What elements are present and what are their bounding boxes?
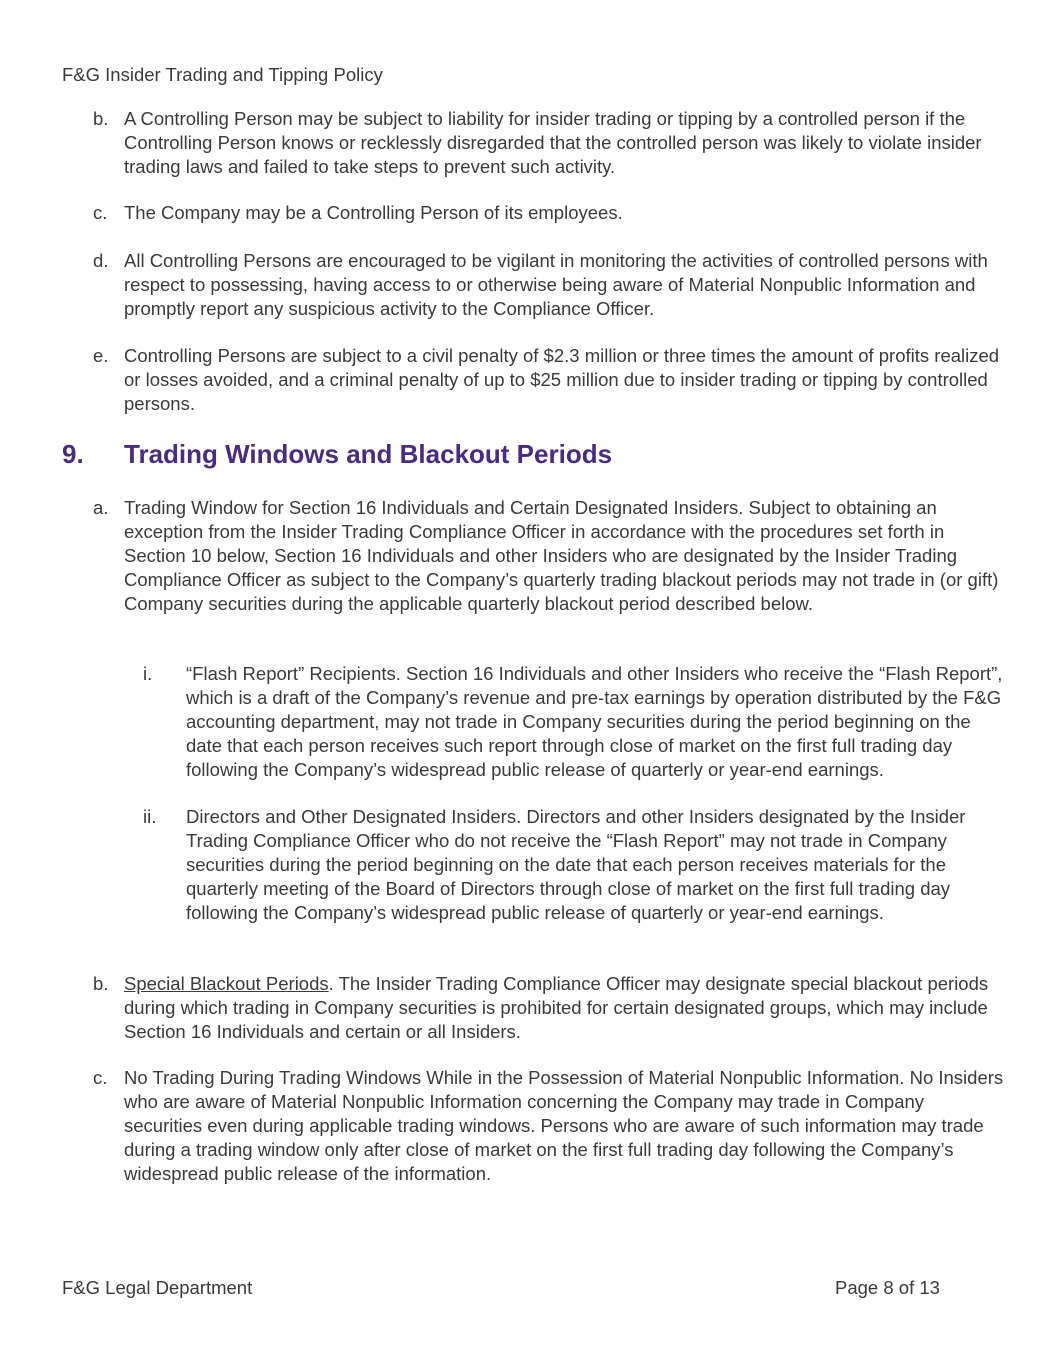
list-marker: c. [93, 202, 108, 223]
list-item-text: No Trading During Trading Windows While in the Possession of Material Nonpublic Information. No Insiders who are aware of Material Nonpublic Information concerning the Company may trade in Company securities even during applicable trading windows. Persons who are aware of such information may trade during a trading window only after close of market on the first full trading day following the Company’s widespread public release of the information. [124, 1067, 1004, 1184]
list-marker: b. [93, 108, 109, 129]
footer-department: F&G Legal Department [62, 1277, 253, 1298]
sub-list-marker: ii. [143, 806, 157, 827]
list-item-text [124, 972, 1004, 1044]
list-item-text: The Company may be a Controlling Person of its employees. [124, 202, 623, 223]
sub-list-item-text: Directors and Other Designated Insiders. Directors and other Insiders designated by the Insider Trading Compliance Officer who do not receive the “Flash Report” may not trade in Company securities during the period beginning on the date that each person receives materials for the quarterly meeting of the Board of Directors through close of market on the first full trading day following the Company’s widespread public release of quarterly or year-end earnings. [186, 806, 966, 923]
special-blackout-heading: Special Blackout Periods [124, 973, 329, 994]
footer-page-number: Page 8 of 13 [835, 1277, 940, 1298]
list-marker: d. [93, 250, 109, 271]
list-item-text: All Controlling Persons are encouraged to be vigilant in monitoring the activities of controlled persons with respect to possessing, having access to or otherwise being aware of Material Nonpublic Information and promptly report any suspicious activity to the Compliance Officer. [124, 250, 988, 319]
sub-list-item-text: “Flash Report” Recipients. Section 16 Individuals and other Insiders who receive the “Flash Report”, which is a draft of the Company’s revenue and pre-tax earnings by operation distributed by the F&G accounting department, may not trade in Company securities during the period beginning on the date that each person receives such report through close of market on the first full trading day following the Company’s widespread public release of quarterly or year-end earnings. [186, 663, 1003, 780]
section-heading [62, 438, 612, 470]
list-marker: b. [93, 973, 109, 994]
list-item-text: Trading Window for Section 16 Individuals and Certain Designated Insiders. Subject to obtaining an exception from the Insider Trading Compliance Officer in accordance with the procedures set forth in Section 10 below, Section 16 Individuals and other Insiders who are designated by the Insider Trading Compliance Officer as subject to the Company’s quarterly trading blackout periods may not trade in (or gift) Company securities during the applicable quarterly blackout period described below. [124, 497, 999, 614]
list-item-text: Controlling Persons are subject to a civil penalty of $2.3 million or three times the amount of profits realized or losses avoided, and a criminal penalty of up to $25 million due to insider trading or tipping by controlled persons. [124, 345, 1000, 414]
sub-list-marker: i. [143, 663, 153, 684]
list-marker: e. [93, 345, 109, 366]
list-marker: c. [93, 1067, 108, 1088]
section-number: 9. [62, 439, 84, 469]
special-blackout-text: . The Insider Trading Compliance Officer may designate special blackout periods during which trading in Company securities is prohibited for certain designated groups, which may include Section 16 Individuals and certain or all Insiders. [124, 973, 989, 1042]
list-marker: a. [93, 497, 109, 518]
section-title: Trading Windows and Blackout Periods [124, 439, 613, 469]
page-header: F&G Insider Trading and Tipping Policy [62, 64, 383, 85]
list-item-text: A Controlling Person may be subject to liability for insider trading or tipping by a controlled person if the Controlling Person knows or recklessly disregarded that the controlled person was likely to violate insider trading laws and failed to take steps to prevent such activity. [124, 108, 982, 177]
